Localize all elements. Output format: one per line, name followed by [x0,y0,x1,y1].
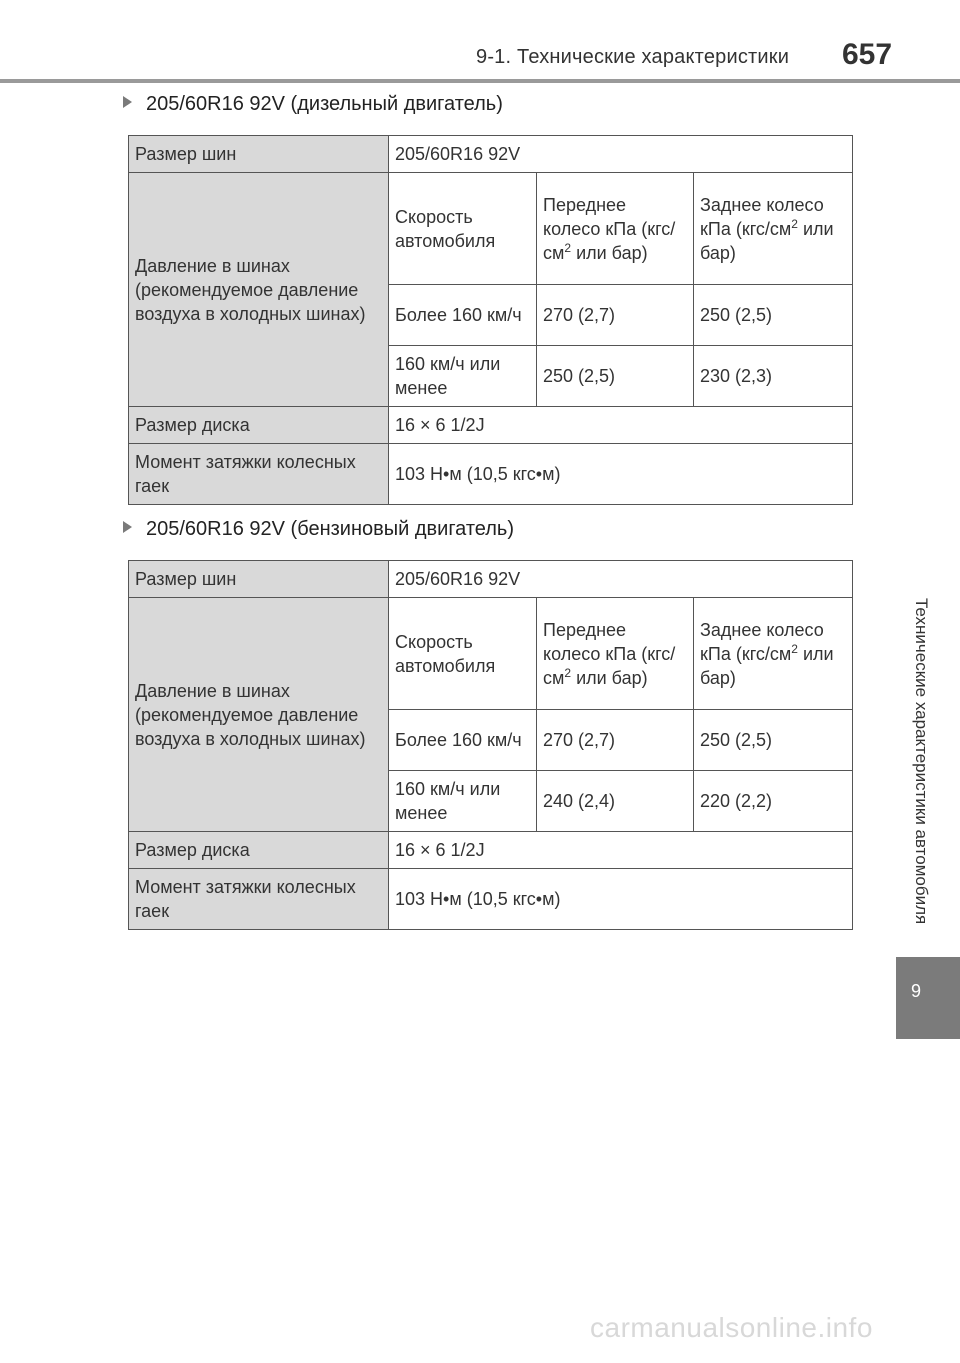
front-wheel-header: Переднее колесо кПа ($кгс/см^2$ или бар) [537,173,694,285]
torque-label: Момент затяжки колесных гаек [129,444,389,505]
rim-size-label: Размер диска [129,832,389,869]
torque-value: 103 Н•м (10,5 кгс•м) [389,444,853,505]
front-pressure-cell: 270 (2,7) [537,285,694,346]
speed-cell: Более 160 км/ч [389,710,537,771]
speed-cell: 160 км/ч или менее [389,346,537,407]
rim-size-value: 16 × 6 1/2J [389,832,853,869]
front-pressure-cell: 250 (2,5) [537,346,694,407]
table-row [129,136,853,173]
torque-value: 103 Н•м (10,5 кгс•м) [389,869,853,930]
arrow-right-icon [123,96,132,108]
front-pressure-cell: 270 (2,7) [537,710,694,771]
speed-cell: Более 160 км/ч [389,285,537,346]
section-title-text: 205/60R16 92V (дизельный двигатель) [146,93,503,115]
side-tab-label: Технические характеристики автомобиля [912,598,931,925]
rear-pressure-cell: 220 (2,2) [694,771,853,832]
table-row [129,444,853,505]
table-row [129,598,853,710]
tire-spec-table-petrol [128,560,853,930]
front-wheel-header: Переднее колесо кПа ($кгс/см^2$ или бар) [537,598,694,710]
page-number: 657 [842,38,893,71]
speed-header: Скорость автомобиля [389,598,537,710]
pressure-label: Давление в шинах (рекомендуемое давление воздуха в холодных шинах) [129,173,389,407]
pressure-label: Давление в шинах (рекомендуемое давление воздуха в холодных шинах) [129,598,389,832]
rim-size-label: Размер диска [129,407,389,444]
torque-label: Момент затяжки колесных гаек [129,869,389,930]
tire-size-label: Размер шин [129,561,389,598]
tire-size-label: Размер шин [129,136,389,173]
rear-wheel-header: Заднее колесо кПа ($кгс/см^2$ или бар) [694,598,853,710]
rim-size-value: 16 × 6 1/2J [389,407,853,444]
tire-size-value: 205/60R16 92V [389,561,853,598]
table-row [129,561,853,598]
rear-wheel-header: Заднее колесо кПа ($кгс/см^2$ или бар) [694,173,853,285]
front-pressure-cell: 240 (2,4) [537,771,694,832]
header-divider [0,79,960,83]
tire-spec-table-diesel [128,135,853,505]
table-row [129,173,853,285]
rear-pressure-cell: 230 (2,3) [694,346,853,407]
table-row [129,832,853,869]
rear-pressure-cell: 250 (2,5) [694,710,853,771]
section-title-petrol [123,518,514,541]
section-title-diesel [123,93,503,116]
section-title-text: 205/60R16 92V (бензиновый двигатель) [146,518,515,540]
tire-size-value: 205/60R16 92V [389,136,853,173]
table-row [129,407,853,444]
table-row [129,869,853,930]
chapter-tab [896,957,960,1039]
arrow-right-icon [123,521,132,533]
speed-cell: 160 км/ч или менее [389,771,537,832]
running-header: 9-1. Технические характеристики [476,46,790,68]
watermark: carmanualsonline.info [590,1312,873,1343]
rear-pressure-cell: 250 (2,5) [694,285,853,346]
chapter-number: 9 [910,981,921,1001]
speed-header: Скорость автомобиля [389,173,537,285]
